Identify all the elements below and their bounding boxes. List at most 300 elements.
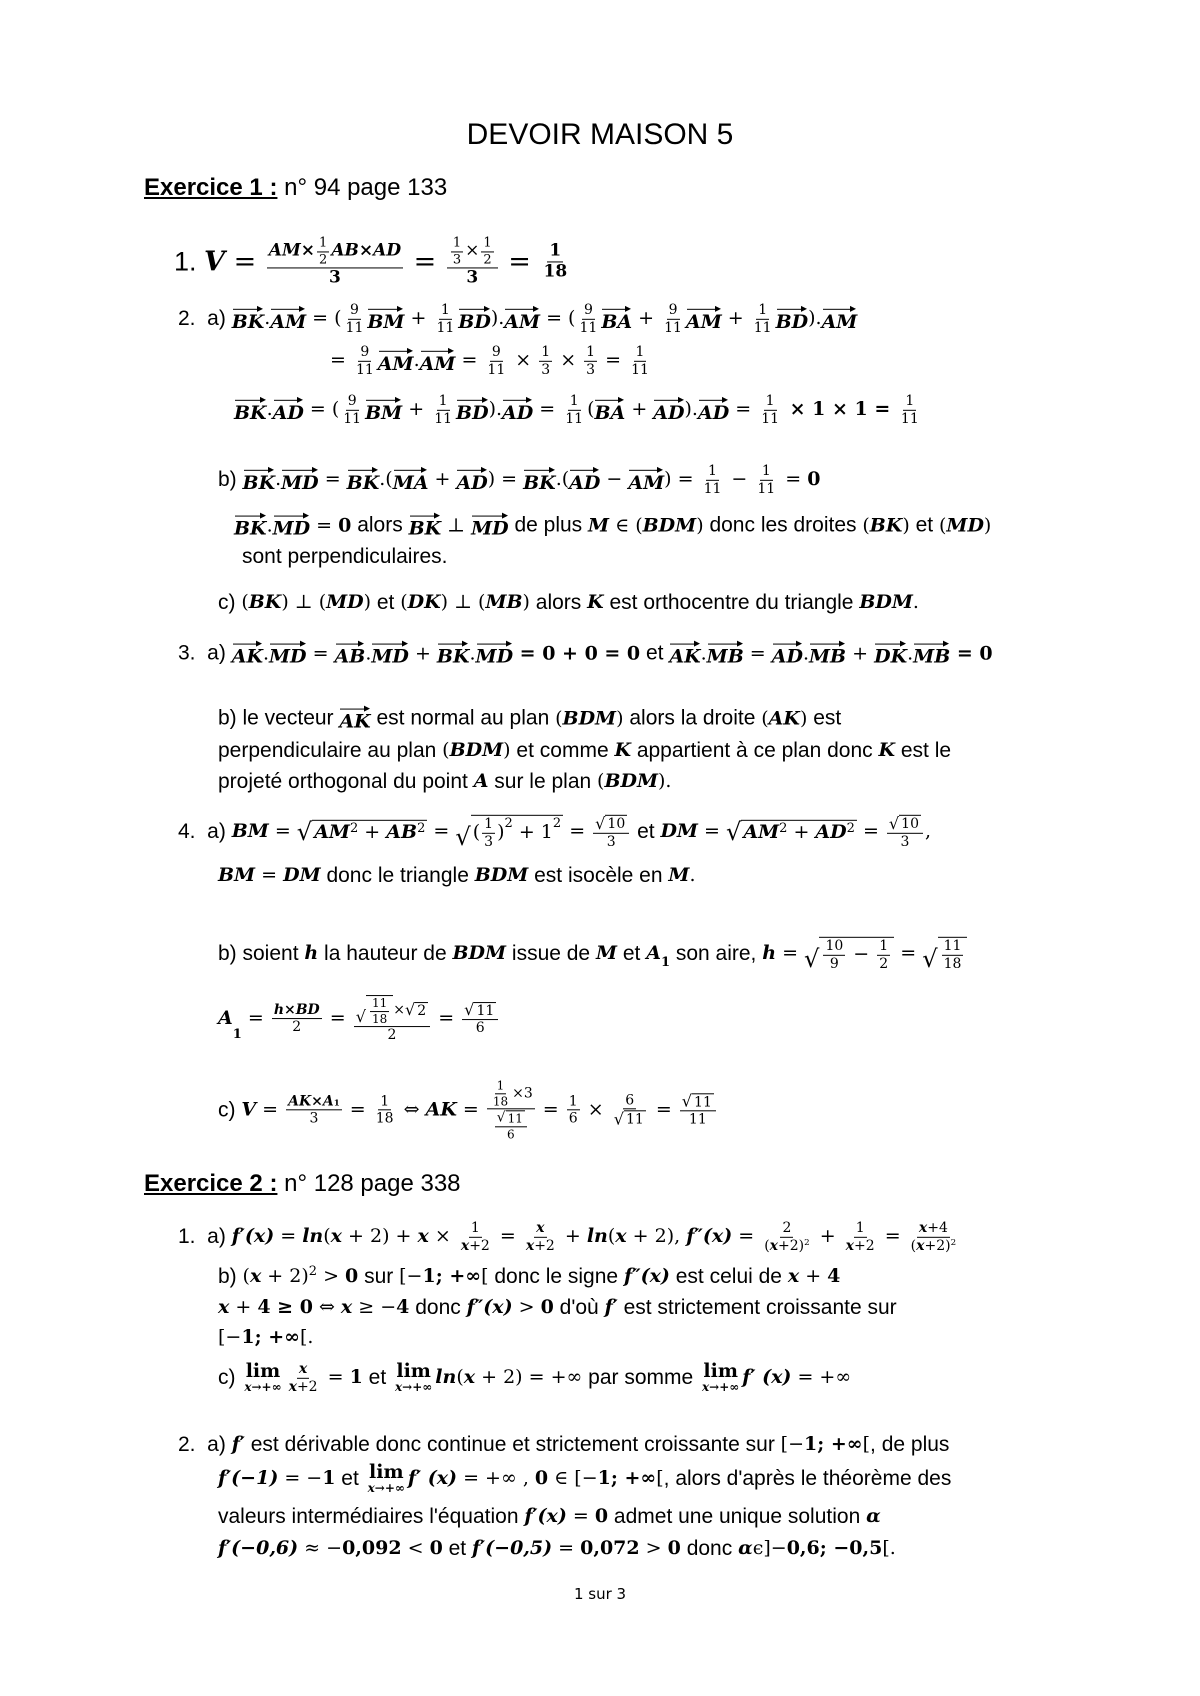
text: donc [680,1536,739,1560]
math-variable: AB×AD [331,240,402,261]
radicand [605,815,627,832]
superscript: 2 [349,820,359,836]
math-symbols: 3 [606,833,616,850]
subscript: 1 [232,1026,242,1042]
math-variable: x [918,1219,928,1236]
subscript: 1 [333,1098,340,1109]
numerator [780,1221,793,1238]
text: c) [218,1365,242,1389]
denominator [844,1238,877,1254]
ex1-q2b-line2 [234,512,991,541]
math-symbols: = − [278,1467,323,1490]
numerator [582,303,595,320]
math-text: 2 [879,955,889,972]
ex1-q4b-line2 [218,995,500,1043]
math-symbols: = [536,1098,565,1121]
math-number: 0,072 [580,1537,640,1560]
numerator [667,303,680,320]
math-variable: x [845,1237,855,1254]
numerator [272,1003,322,1020]
math-text: 1 [568,1092,578,1109]
text: 2. a) [178,1432,232,1456]
limit-subscript: x→+∞ [367,1480,405,1495]
denominator [505,1127,517,1141]
math-symbols: = [343,1098,372,1121]
math-symbols: = +∞ , [457,1467,535,1490]
math-symbols: + [846,642,875,665]
denominator [482,834,495,850]
numerator [317,236,329,252]
vector: AD [273,396,304,425]
denominator [567,1111,580,1127]
math-variable: AB [386,821,418,844]
math-number: 0,6; −0,5 [786,1537,883,1560]
fraction [899,394,921,426]
limit-word: lim [369,1460,404,1483]
numerator [447,236,498,268]
text: appartient à ce plan donc [630,738,879,762]
math-symbols: 11 [688,1111,707,1128]
text: b) soient [218,941,305,965]
exercise-1-label: Exercice 1 : [144,174,278,201]
math-variable: f′(x) [524,1505,567,1528]
math-symbols: . [262,642,270,665]
math-symbols: = [499,246,540,278]
math-number: 0 [594,1505,609,1528]
math-text: 6 [568,1110,578,1127]
math-symbols: = [779,468,808,491]
math-symbols: × [393,1001,405,1018]
math-symbols: = [493,1225,522,1248]
limit-subscript: x→+∞ [702,1379,740,1394]
ex1-q4a-line1 [178,813,932,852]
radical-sign-icon: √ [681,1091,693,1111]
vector: MA [393,466,429,495]
math-symbols: = +∞ [791,1366,852,1389]
vector: AD [456,466,487,495]
math-variable: V [241,1098,257,1121]
math-number: 18 [543,261,568,282]
math-symbols: . [266,514,273,537]
math-symbols: [− [218,1326,242,1349]
math-text: 18 [943,955,962,972]
math-symbols: ⇔ [397,1098,426,1121]
fraction [481,236,493,266]
math-symbols: = [456,1098,485,1121]
math-symbols: 6 [506,1127,515,1142]
math-symbols: ) [983,514,992,537]
math-symbols: = [455,349,484,372]
math-variable: BDM [452,942,507,965]
math-number: 1 [549,240,562,261]
ex1-q3b-line3 [218,770,671,794]
text: , alors d'après le théorème des [663,1466,952,1490]
fraction [432,394,454,426]
ex2-q1b-line3 [218,1327,313,1349]
math-variable: AK [768,707,800,730]
denominator [584,362,597,378]
vector: BA [601,305,632,334]
math-symbols: = [427,820,456,843]
math-symbols: × [554,349,583,372]
square-root [356,995,394,1025]
fraction [272,1003,322,1035]
superscript: 2 [417,820,426,836]
math-symbols: . [365,642,372,665]
fraction [584,345,597,377]
math-symbols: . [469,642,476,665]
math-symbols: − [847,943,876,966]
ex1-q2a-line2 [330,345,653,377]
vector: BK [232,305,265,334]
denominator [374,1111,396,1127]
math-symbols: = [255,864,284,887]
numerator [539,345,552,362]
math-variable: f′(−1) [218,1467,279,1490]
math-symbols: ) [616,707,624,730]
math-text: 11 [487,361,506,378]
math-symbols: = [306,642,335,665]
denominator [541,263,569,282]
ex2-q2a-line1 [178,1433,949,1457]
math-text: 3 [586,361,596,378]
ex1-q4b-line1 [218,937,967,974]
math-symbols: = [599,349,628,372]
numerator [877,939,890,956]
math-text: 11 [761,410,780,427]
math-symbols: ) [503,739,511,762]
math-symbols: ×3 [512,1085,533,1102]
math-text: 2 [319,252,328,268]
math-symbols: . [907,642,914,665]
text: 2. a) [178,306,232,330]
page-number: 1 sur 3 [573,1585,627,1603]
limit [702,1359,740,1394]
fraction [370,997,389,1025]
denominator [662,320,684,336]
superscript: 2 [846,820,855,836]
math-number: 0 [429,1537,443,1560]
math-text: 11 [343,410,362,427]
math-variable: x [417,1225,429,1248]
math-variable: x [916,1237,925,1254]
math-text: 11 [345,319,364,336]
numerator [706,464,719,481]
exercise-2-heading [144,1170,461,1198]
math-symbols: = ( [540,307,576,330]
denominator [759,411,781,427]
math-text: 9 [347,392,357,409]
text: de plus [508,513,588,537]
text: b) [218,1264,243,1288]
square-root [296,817,428,846]
math-variable: AM× [268,240,316,261]
text: b) le vecteur [218,706,340,730]
math-variable: f′ (x) [407,1467,458,1490]
math-variable: x [330,1225,342,1248]
ex2-q1b-line2 [218,1296,897,1320]
vector: BK [243,466,276,495]
math-symbols: × [581,1098,610,1121]
denominator [942,956,964,972]
math-variable: AM [743,821,780,844]
radical-sign-icon: √ [464,1000,475,1020]
text: et [617,941,647,965]
subscript: 1 [660,955,670,971]
vector: MB [707,640,744,669]
math-symbols: = [697,820,726,843]
math-variable: f′(−0,5) [471,1537,553,1560]
math-symbols: = [256,1098,285,1121]
math-text: 1 [905,392,915,409]
denominator [612,1110,648,1128]
square-root [922,937,967,974]
math-text: 1 [761,462,771,479]
math-number: 0 [338,514,352,537]
math-symbols: = [894,942,923,965]
denominator [491,1094,510,1108]
math-symbols: . [700,642,707,665]
math-symbols: [. [299,1326,314,1349]
denominator [762,1238,811,1254]
math-symbols: + [799,1265,828,1288]
math-symbols: ⇔ [312,1296,341,1319]
fraction [487,1079,535,1140]
math-variable: x [463,1366,476,1389]
radical-sign-icon: √ [595,813,606,833]
math-number: 1; +∞ [597,1467,657,1490]
math-number: 0 [345,1265,359,1288]
math-symbols: . [275,468,282,491]
denominator [290,1020,303,1036]
math-symbols: .( [555,468,570,491]
math-symbols: , [925,820,932,843]
ex1-q3a [178,640,993,669]
numerator [887,815,923,834]
ex1-q4a-line2 [218,864,695,888]
denominator [432,411,454,427]
math-text: 1 [586,343,596,360]
math-symbols: 2 [292,1019,302,1036]
math-variable: x [249,1265,262,1288]
fraction [909,1221,958,1253]
math-symbols: ) ⊥ ( [281,591,327,614]
fraction [434,303,456,335]
radicand [899,815,921,832]
math-number: 1; +∞ [804,1433,863,1456]
numerator [439,303,452,320]
math-variable: BDM [449,739,504,762]
math-variable: MD [946,514,984,537]
math-symbols: ) [696,514,704,537]
text: est dérivable donc continue et strictement croissante sur [244,1432,781,1456]
math-symbols: ( [764,1237,770,1254]
ex1-q2b-line1 [218,464,820,496]
math-symbols: 2 [782,1219,792,1236]
text: son aire, [670,941,763,965]
math-variable: x [787,1265,800,1288]
numerator [495,1111,527,1128]
math-variable: M [595,942,617,965]
limit-word: lim [396,1359,431,1382]
denominator [485,362,507,378]
denominator [287,1379,320,1395]
math-variable: ln [586,1225,608,1248]
math-symbols: + [408,642,437,665]
math-symbols: × [509,349,538,372]
math-variable: x [615,1225,627,1248]
math-symbols: − [600,468,629,491]
math-symbols: = [563,820,592,843]
text: admet une unique solution [608,1504,867,1528]
math-text: 11 [703,480,722,497]
math-symbols: 6 [625,1091,635,1108]
vector: BM [367,305,404,334]
math-symbols: ). [658,770,672,793]
fraction [752,303,774,335]
math-symbols: + [358,821,387,844]
math-text: 1 [483,235,492,251]
vector: AM [628,466,664,495]
math-number: 3 [466,267,479,288]
text: donc le signe [488,1264,624,1288]
math-symbols: = [241,1007,270,1030]
fraction [762,1221,811,1253]
vector: MD [471,512,509,541]
radical-sign-icon: √ [296,817,313,846]
math-number: 0 [667,1537,681,1560]
math-variable: BDM [474,864,529,887]
math-text: 11 [565,410,584,427]
math-symbols: .( [379,468,393,491]
text: et [371,590,401,614]
math-variable: K [614,739,631,762]
denominator [539,362,552,378]
math-variable: AD [815,821,847,844]
numerator [547,240,563,263]
fraction [462,1002,498,1036]
math-symbols: 2 [387,1027,397,1044]
math-number: 4 ≥ 0 [257,1296,313,1319]
denominator [898,834,911,850]
math-text: 9 [349,301,359,318]
numerator [462,1002,498,1021]
math-text: 9 [829,955,839,972]
math-symbols: 3 [900,833,910,850]
denominator [434,320,456,336]
math-text: 1 [319,235,328,251]
superscript: 2 [950,1237,957,1248]
math-symbols: > [639,1537,668,1560]
fraction [287,1362,320,1394]
math-number: 1; +∞ [422,1265,482,1288]
radicand [366,995,393,1025]
radicand [506,1111,525,1126]
denominator [307,1111,320,1127]
limit [244,1359,282,1394]
numerator [764,394,777,411]
math-variable: MB [485,591,523,614]
radicand [819,937,894,971]
math-text: 9 [583,301,593,318]
text: sur le plan [488,769,598,793]
text: est strictement croissante sur [617,1295,897,1319]
math-text: 11 [753,319,772,336]
text: et [909,513,939,537]
superscript: 2 [779,820,788,836]
superscript: 2 [504,815,513,831]
ex1-q2c [218,591,919,615]
math-symbols: = [732,1225,761,1248]
math-symbols: = ( [306,307,342,330]
math-number: × 1 × 1 = [783,398,897,421]
denominator [481,252,493,267]
math-symbols: + [404,307,433,330]
math-variable: BK [869,514,903,537]
math-text: 1 [440,301,450,318]
math-variable: DM [660,820,698,843]
math-symbols: ). [488,398,503,421]
math-variable: A [218,1007,233,1030]
math-symbols: . [912,591,919,614]
math-number: 0 [807,468,821,491]
ex1-q2a-line3 [234,394,923,426]
fraction [267,236,403,287]
math-text: 18 [371,1011,388,1026]
text: donc [409,1295,467,1319]
math-symbols: + [625,398,654,421]
math-number: 4 [827,1265,841,1288]
math-symbols: + 2) + [342,1225,418,1248]
math-text: 1 [380,1092,390,1109]
math-symbols: [ [862,1433,871,1456]
fraction [942,939,964,971]
math-symbols: ( [862,514,870,537]
math-variable: K [587,591,604,614]
math-variable: A [646,942,661,965]
vector: BK [523,466,556,495]
text: b) [218,467,243,491]
math-text: 9 [360,343,370,360]
text: alors [351,513,409,537]
math-symbols: 11 [507,1111,523,1126]
numerator [490,345,503,362]
text: est orthocentre du triangle [603,590,860,614]
math-symbols: = [432,1007,461,1030]
math-symbols: ( [323,1225,331,1248]
square-root [804,937,894,974]
numerator [756,303,769,320]
vector: AK [339,705,370,734]
fraction [563,394,585,426]
text: sont perpendiculaires. [242,544,448,568]
math-text: 11 [355,361,374,378]
numerator [680,1093,716,1112]
text: par somme [582,1365,700,1389]
math-text: 11 [371,996,388,1011]
text: valeurs intermédiaires l'équation [218,1504,525,1528]
math-text: 1 [438,392,448,409]
fraction [577,303,599,335]
math-symbols: = [743,642,772,665]
math-variable: DM [283,864,321,887]
math-text: 10 [825,937,844,954]
radicand [415,1002,428,1019]
fraction [593,815,629,849]
math-symbols: = [323,1007,352,1030]
text: et [631,819,661,843]
numerator [358,345,371,362]
